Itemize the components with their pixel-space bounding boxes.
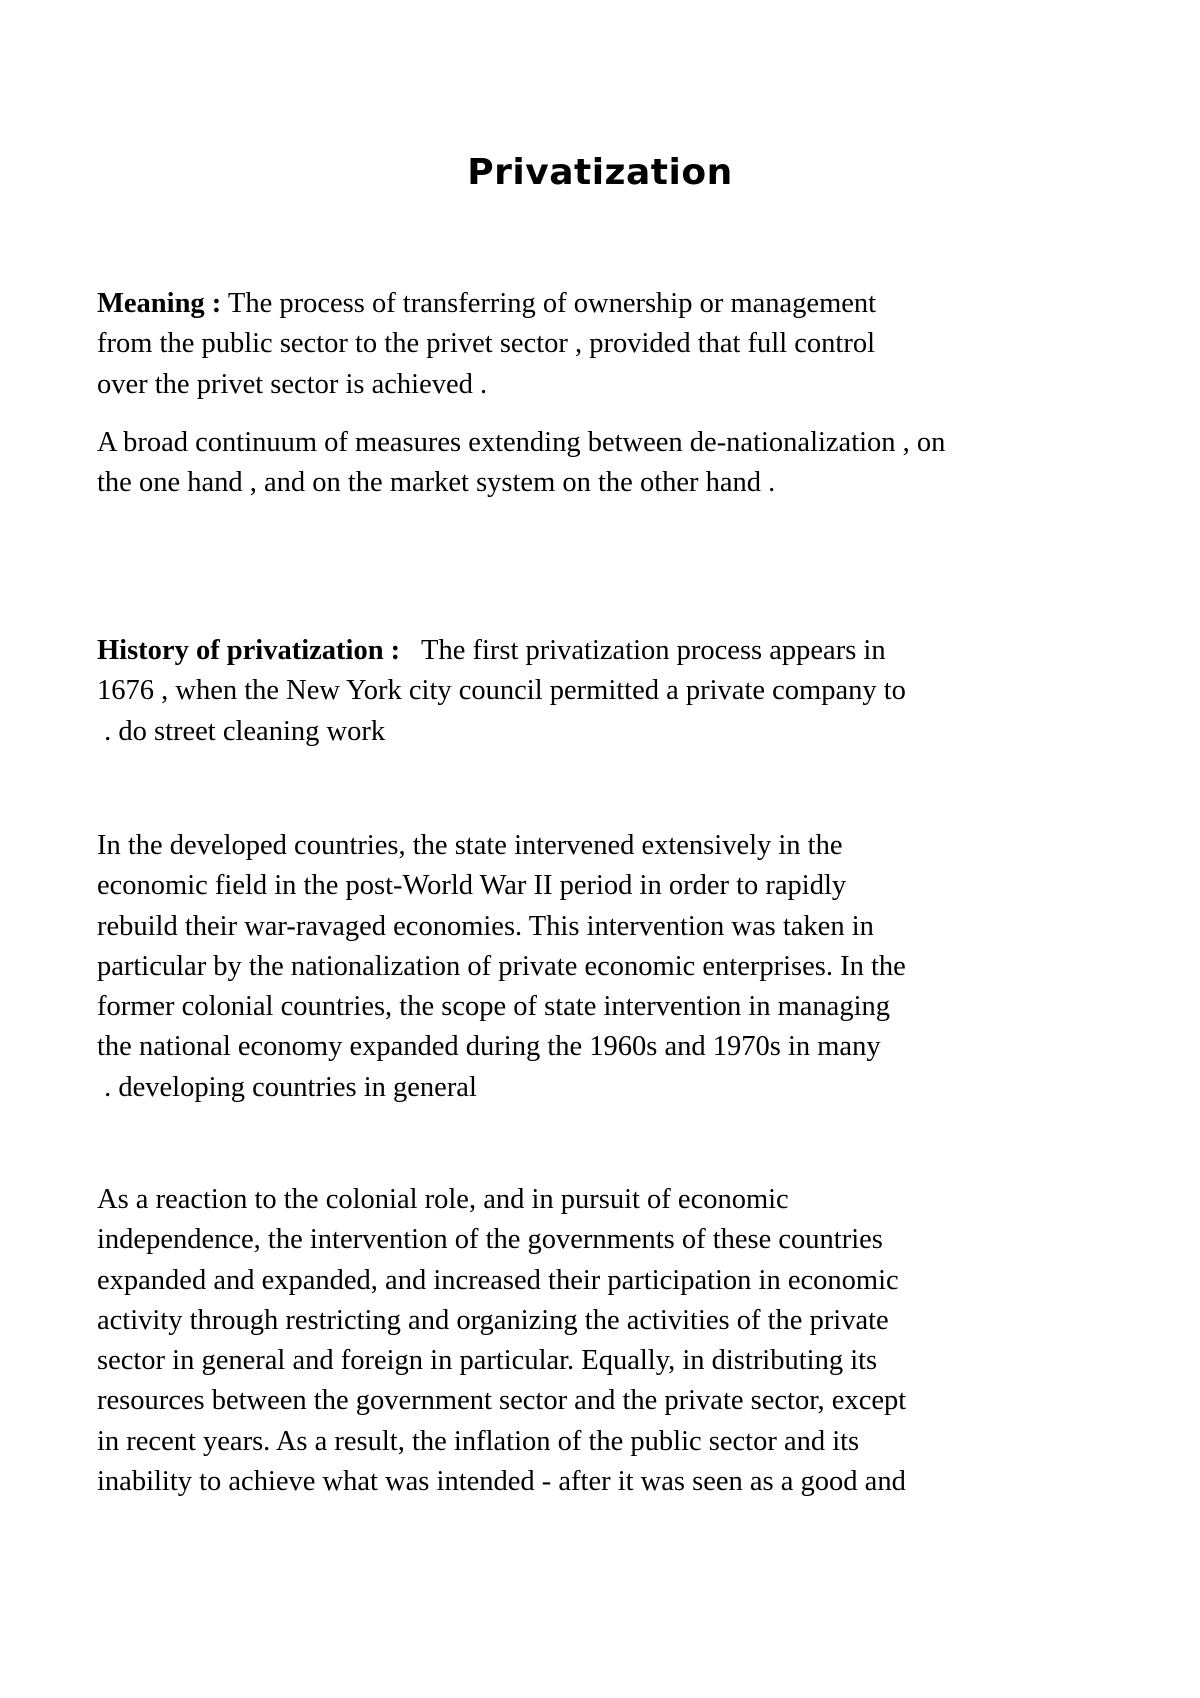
paragraph-line: . developing countries in general: [97, 1071, 477, 1103]
paragraph-line: former colonial countries, the scope of state intervention in managing: [97, 991, 891, 1023]
paragraph-line: the one hand , and on the market system on the other hand .: [97, 467, 776, 499]
paragraph-line: [97, 284, 1127, 324]
paragraph-line: sector in general and foreign in particular. Equally, in distributing its: [97, 1345, 878, 1377]
paragraph-line: 1676 , when the New York city council permitted a private company to: [97, 675, 906, 707]
colonial-reaction-paragraph: [97, 1180, 1127, 1502]
paragraph-line: particular by the nationalization of private economic enterprises. In the: [97, 950, 906, 982]
paragraph-line: resources between the government sector and the private sector, except: [97, 1385, 907, 1417]
paragraph-line: activity through restricting and organizing the activities of the private: [97, 1304, 889, 1336]
paragraph-line: expanded and expanded, and increased their participation in economic: [97, 1264, 899, 1296]
paragraph-line: rebuild their war-ravaged economies. This intervention was taken in: [97, 910, 874, 942]
page-title: Privatization: [467, 152, 733, 193]
paragraph-line: economic field in the post-World War II period in order to rapidly: [97, 870, 847, 902]
paragraph-line: . do street cleaning work: [97, 715, 386, 747]
meaning-paragraph: [97, 284, 1127, 405]
paragraph-line: [97, 631, 1127, 671]
paragraph-line: A broad continuum of measures extending between de-nationalization , on: [97, 427, 946, 458]
meaning-text: The process of transferring of ownership or management: [221, 288, 877, 319]
paragraph-line: in recent years. As a result, the inflation of the public sector and its: [97, 1425, 860, 1457]
continuum-paragraph: [97, 423, 1127, 504]
history-text: The first privatization process appears in: [400, 635, 886, 666]
paragraph-line: As a reaction to the colonial role, and in pursuit of economic: [97, 1184, 789, 1215]
paragraph-line: In the developed countries, the state intervened extensively in the: [97, 830, 843, 861]
paragraph-line: over the privet sector is achieved .: [97, 368, 488, 400]
history-label: History of privatization :: [97, 635, 401, 666]
paragraph-line: from the public sector to the privet sector , provided that full control: [97, 328, 875, 360]
paragraph-line: the national economy expanded during the 1960s and 1970s in many: [97, 1031, 881, 1063]
developed-countries-paragraph: [97, 826, 1127, 1108]
meaning-label: Meaning :: [97, 288, 222, 319]
paragraph-line: inability to achieve what was intended - after it was seen as a good and: [97, 1466, 906, 1498]
history-paragraph: [97, 631, 1127, 752]
paragraph-line: independence, the intervention of the governments of these countries: [97, 1224, 883, 1256]
